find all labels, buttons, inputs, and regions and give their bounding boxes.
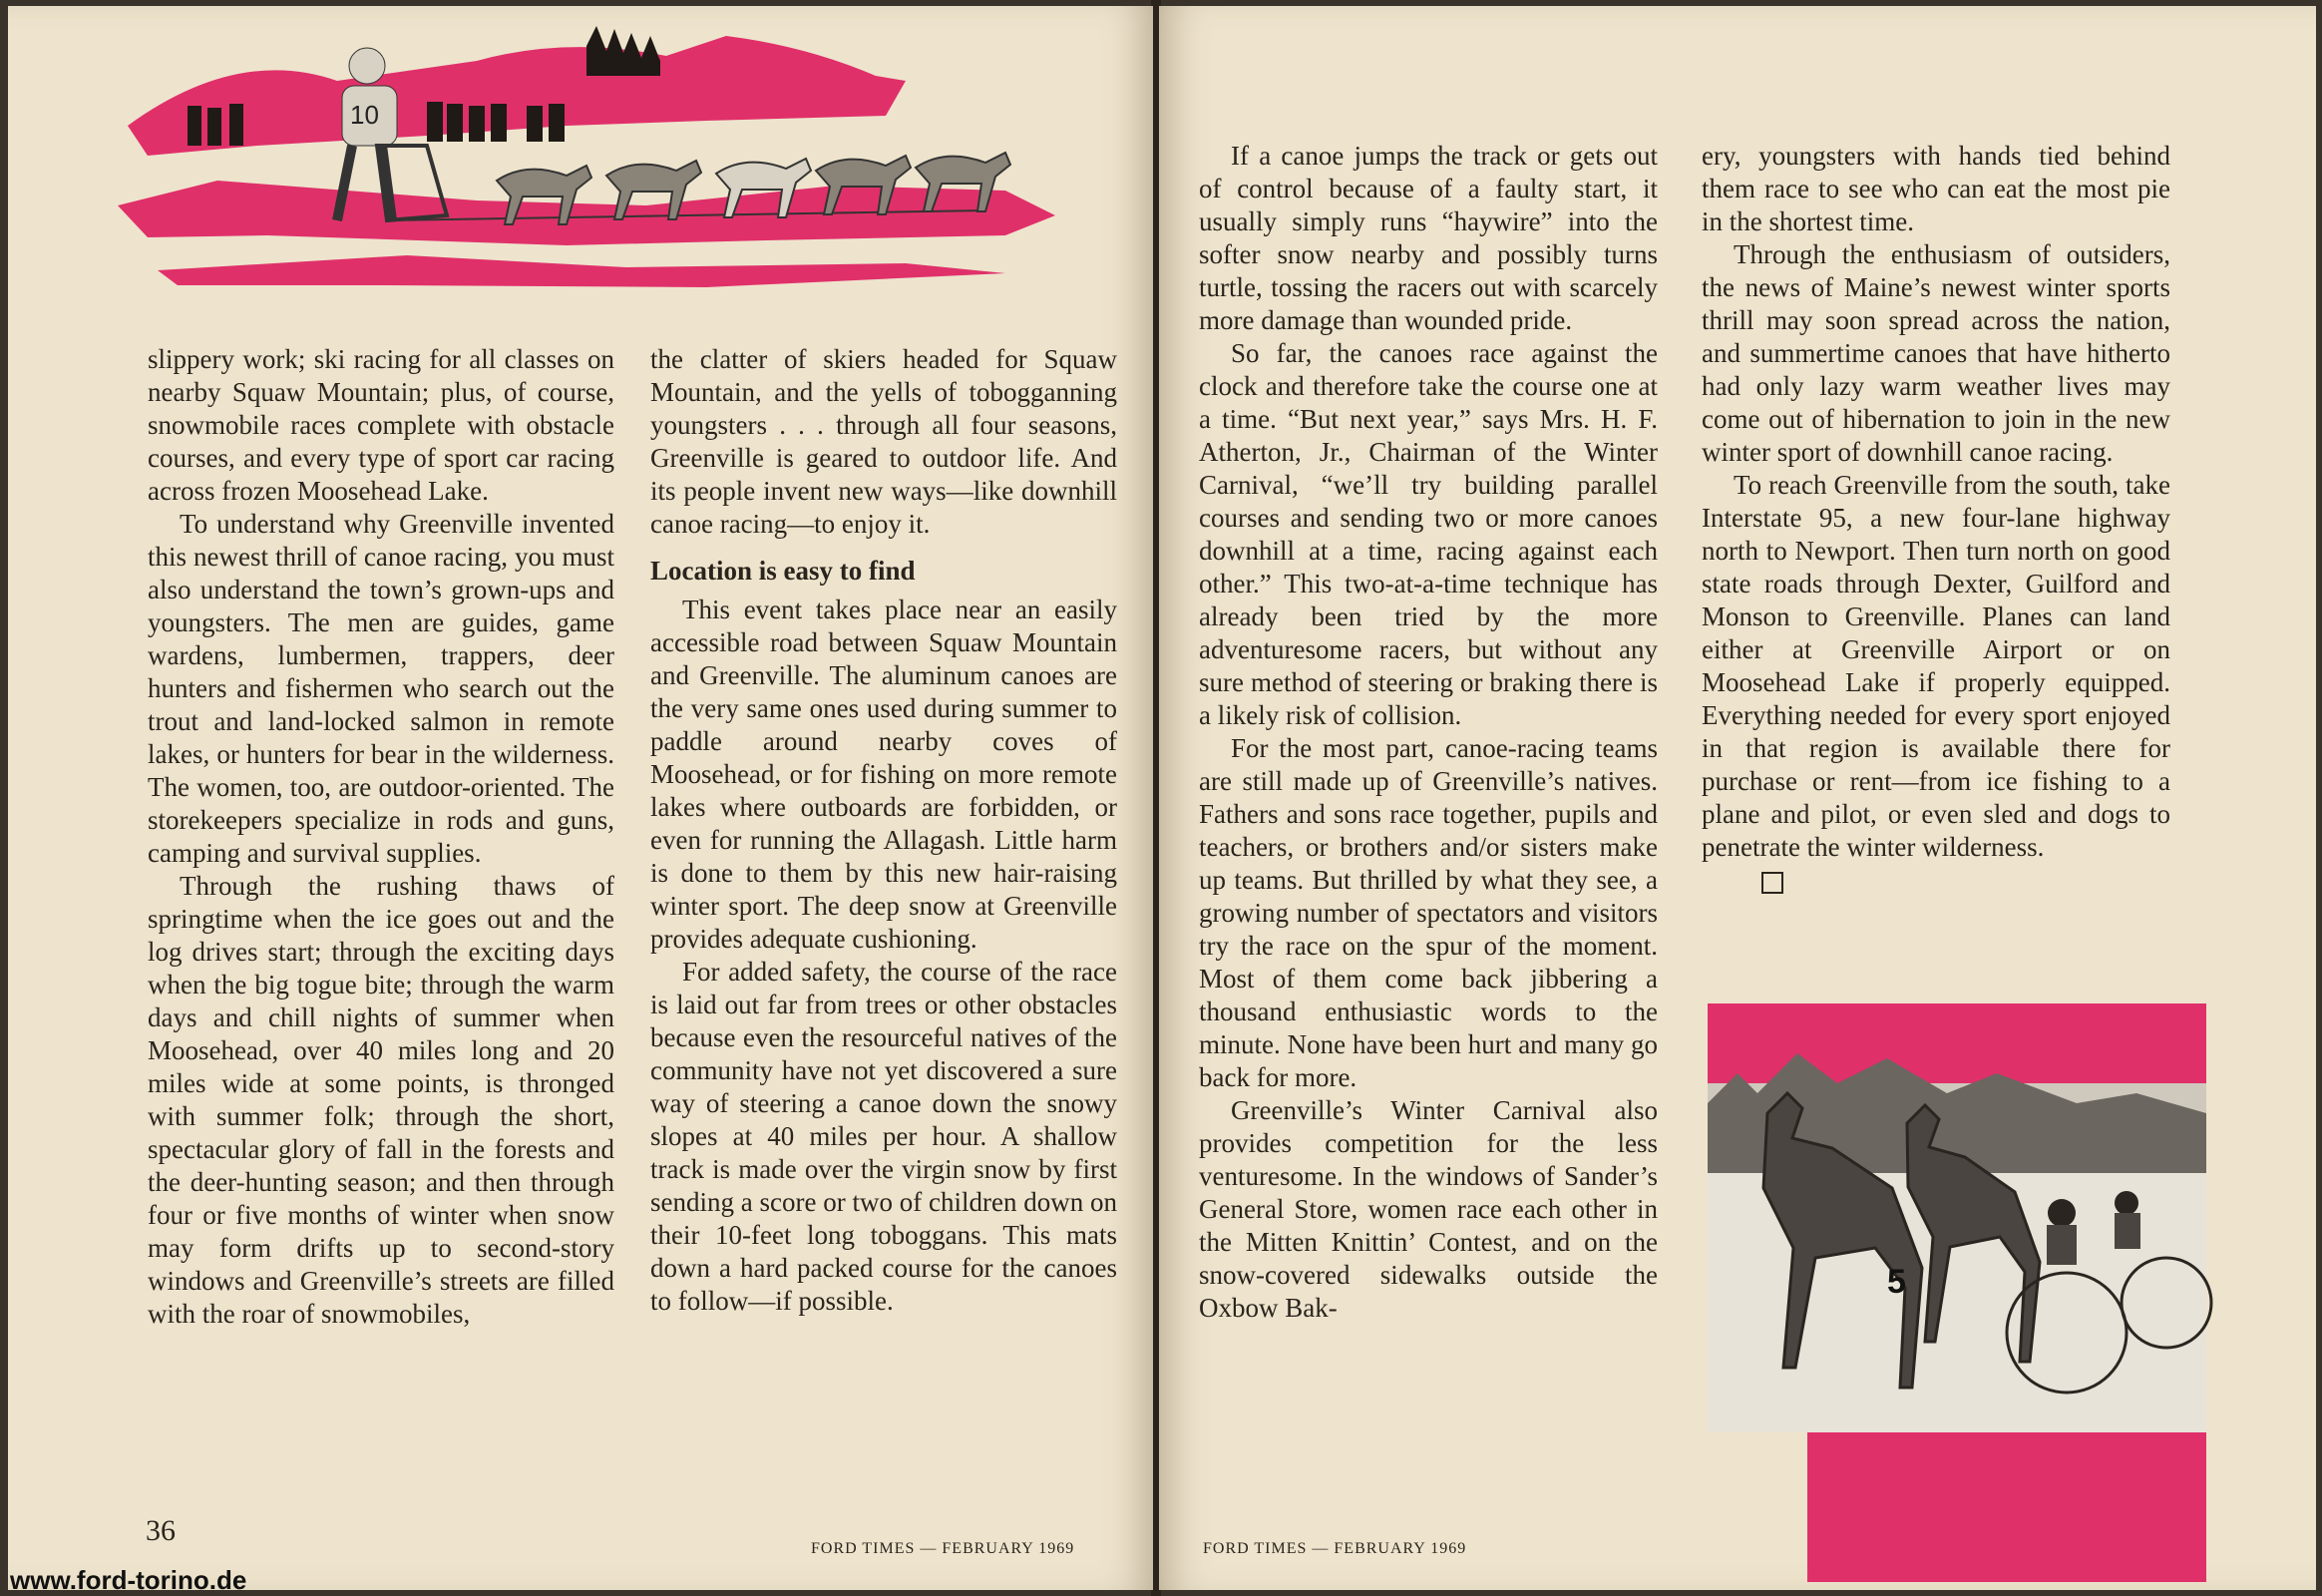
right-column-1 <box>1199 140 1658 1325</box>
page-number: 36 <box>146 1514 176 1547</box>
site-watermark: www.ford-torino.de <box>10 1565 247 1595</box>
paragraph: Through the rushing thaws of springtime when the ice goes out and the log drives start; through the exciting days when the big togue bite; through the warm days and chill nights of summer when Moosehead, over 40 miles long and 20 miles wide at some points, is thronged with summer folk; through the short, spectacular glory of fall in the forests and the deer-hunting season; and then through four or five months of winter when snow may form drifts up to second-story windows and Greenville’s streets are filled with the roar of snowmobiles, <box>148 871 614 1329</box>
paragraph: ery, youngsters with hands tied behind them race to see who can eat the most pie in the shortest time. <box>1702 141 2170 236</box>
end-mark-icon <box>1761 872 1783 894</box>
left-column-2 <box>650 343 1117 1318</box>
dog-sled-illustration <box>8 6 1145 335</box>
horse-bib-number: 5 <box>1887 1263 1906 1301</box>
paragraph: To understand why Greenville invented this newest thrill of canoe racing, you must also understand the town’s grown-ups and youngsters. The men are guides, game wardens, lumbermen, trappers, deer hunters and fishermen who search out the trout and land-locked salmon in remote lakes, or hunters for bear in the wilderness. The women, too, are outdoor-oriented. The storekeepers specialize in rods and guns, camping and survival supplies. <box>148 509 614 868</box>
left-page <box>8 6 1153 1590</box>
paragraph: Greenville’s Winter Carnival also provides competition for the less venturesome. In the windows of Sander’s General Store, women race each other in the Mitten Knittin’ Contest, and on the snow-covered sidewalks outside the Oxbow Bak- <box>1199 1095 1658 1323</box>
right-page <box>1159 6 2316 1590</box>
paragraph: Through the enthusiasm of outsiders, the news of Maine’s newest winter sports thrill may soon spread across the nation, and summertime canoes that have hitherto had only lazy warm weather lives may come out of hibernation to join in the new winter sport of downhill canoe racing. <box>1702 239 2170 467</box>
section-heading: Location is easy to find <box>650 556 916 586</box>
page-footer: FORD TIMES — FEBRUARY 1969 <box>811 1540 1075 1557</box>
harness-racing-illustration <box>1708 1003 2226 1582</box>
sled-bib-number: 10 <box>350 100 379 130</box>
paragraph: the clatter of skiers headed for Squaw Mountain, and the yells of tobogganning youngsters . . . through all four seasons, Greenville is geared to outdoor life. And its people invent new ways—like downhill canoe racing—to enjoy it. <box>650 344 1117 539</box>
paragraph: To reach Greenville from the south, take Interstate 95, a new four-lane highway north to Newport. Then turn north on good state roads through Dexter, Guilford and Monson to Greenville. Planes can land either at Greenville Airport or on Moosehead Lake if properly equipped. Everything needed for every sport enjoyed in that region is available there for purchase or rent—from ice fishing to a plane and pilot, or even sled and dogs to penetrate the winter wilderness. <box>1702 470 2170 862</box>
paragraph: For added safety, the course of the race is laid out far from trees or other obstacles because even the resourceful natives of the community have not yet discovered a sure way of steering a canoe down the snowy slopes at 40 miles per hour. A shallow track is made over the virgin snow by first sending a score or two of children down on their 10-feet long toboggans. This mats down a hard packed course for the canoes to follow—if possible. <box>650 957 1117 1316</box>
paragraph: slippery work; ski racing for all classes on nearby Squaw Mountain; plus, of course, snowmobile races complete with obstacle courses, and every type of sport car racing across frozen Moosehead Lake. <box>148 344 614 506</box>
paragraph: So far, the canoes race against the clock and therefore take the course one at a time. “But next year,” says Mrs. H. F. Atherton, Jr., Chairman of the Winter Carnival, “we’ll try building parallel courses and sending two or more canoes downhill at a time, racing against each other.” This two-at-a-time technique has already been tried by the more adventuresome racers, but without any sure method of steering or braking there is a likely risk of collision. <box>1199 338 1658 730</box>
left-column-1 <box>148 343 614 1331</box>
paragraph: This event takes place near an easily accessible road between Squaw Mountain and Greenville. The aluminum canoes are the very same ones used during summer to paddle around nearby coves of Moosehead, or for fishing on more remote lakes where outboards are forbidden, or even for running the Allagash. Little harm is done to them by this new hair-raising winter sport. The deep snow at Greenville provides adequate cushioning. <box>650 595 1117 954</box>
paragraph: If a canoe jumps the track or gets out of control because of a faulty start, it usually simply runs “haywire” into the softer snow nearby and possibly turns turtle, tossing the racers out with scarcely more damage than wounded pride. <box>1199 141 1658 335</box>
right-column-2 <box>1702 140 2170 897</box>
paragraph: For the most part, canoe-racing teams are still made up of Greenville’s natives. Fathers and sons race together, pupils and teachers, or brothers and/or sisters make up teams. But thrilled by what they see, a growing number of spectators and visitors try the race on the spur of the moment. Most of them come back jibbering a thousand enthusiastic words to the minute. None have been hurt and many go back for more. <box>1199 733 1658 1092</box>
page-footer: FORD TIMES — FEBRUARY 1969 <box>1203 1540 1467 1557</box>
